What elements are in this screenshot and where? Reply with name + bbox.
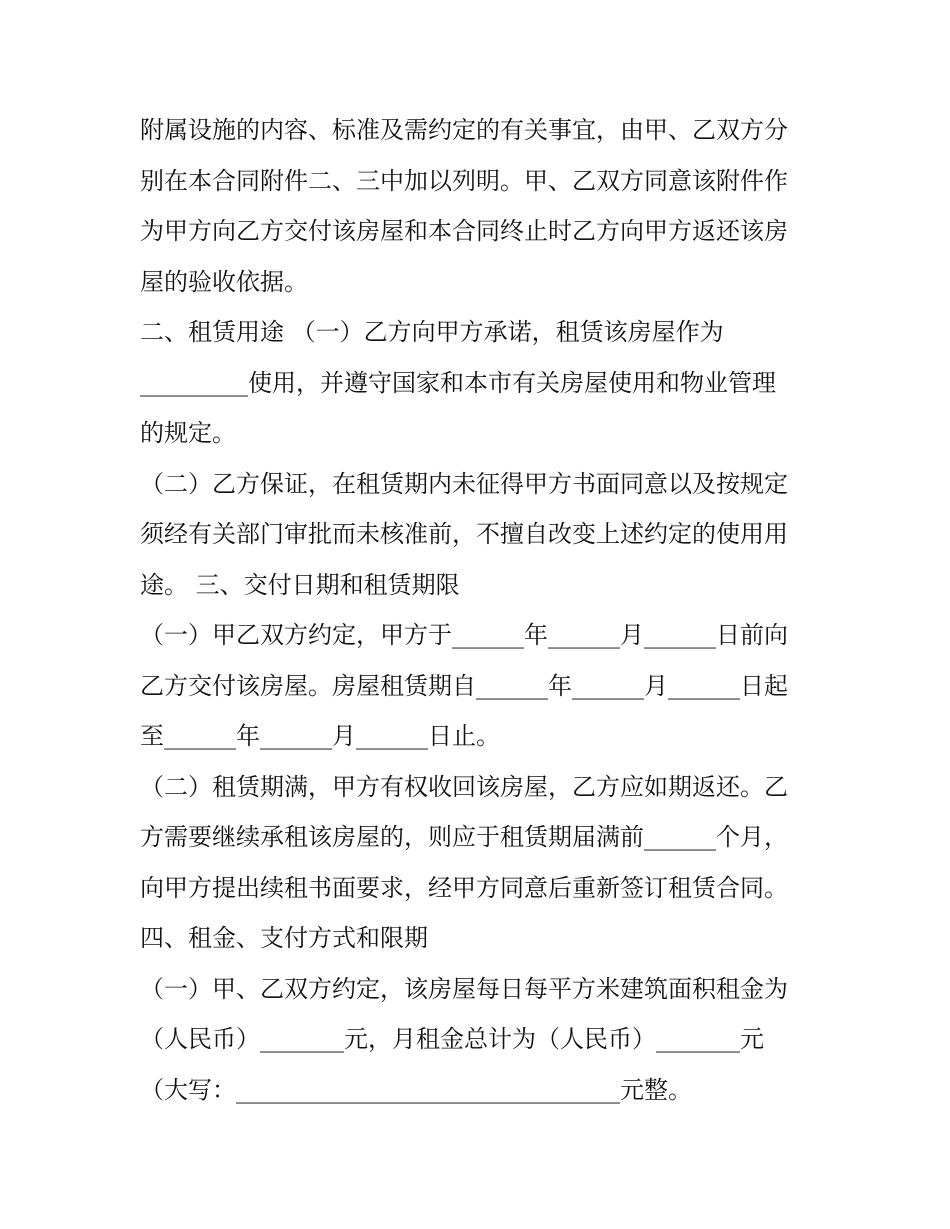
text-line: （人民币）_______元，月租金总计为（人民币）_______元 [140,1025,764,1053]
text-line: 的规定。 [140,419,236,447]
text-line: 屋的验收依据。 [140,268,308,296]
text-line: （二）乙方保证，在租赁期内未征得甲方书面同意以及按规定 [140,470,788,498]
text-line: 为甲方向乙方交付该房屋和本合同终止时乙方向甲方返还该房 [140,217,788,245]
text-line: 须经有关部门审批而未核准前，不擅自改变上述约定的使用用 [140,520,788,548]
text-line: （一）甲乙双方约定，甲方于______年______月______日前向 [140,621,788,649]
section-heading: 途。 三、交付日期和租赁期限 [140,571,460,599]
text-line: （二）租赁期满，甲方有权收回该房屋，乙方应如期返还。乙 [140,773,788,801]
text-line: 向甲方提出续租书面要求，经甲方同意后重新签订租赁合同。 [140,874,788,902]
text-line: 方需要继续承租该房屋的，则应于租赁期届满前______个月， [140,823,788,851]
text-line: （大写：________________________________元整。 [140,1076,692,1104]
text-line: _________使用，并遵守国家和本市有关房屋使用和物业管理 [140,369,776,397]
section-heading: 四、租金、支付方式和限期 [140,924,428,952]
text-line: 附属设施的内容、标准及需约定的有关事宜，由甲、乙双方分 [140,116,788,144]
text-line: 至______年______月______日止。 [140,722,500,750]
text-line: （一）甲、乙双方约定，该房屋每日每平方米建筑面积租金为 [140,975,788,1003]
text-line: 乙方交付该房屋。房屋租赁期自______年______月______日起 [140,672,788,700]
section-heading: 二、租赁用途 （一）乙方向甲方承诺，租赁该房屋作为 [140,318,724,346]
text-line: 别在本合同附件二、三中加以列明。甲、乙双方同意该附件作 [140,167,788,195]
